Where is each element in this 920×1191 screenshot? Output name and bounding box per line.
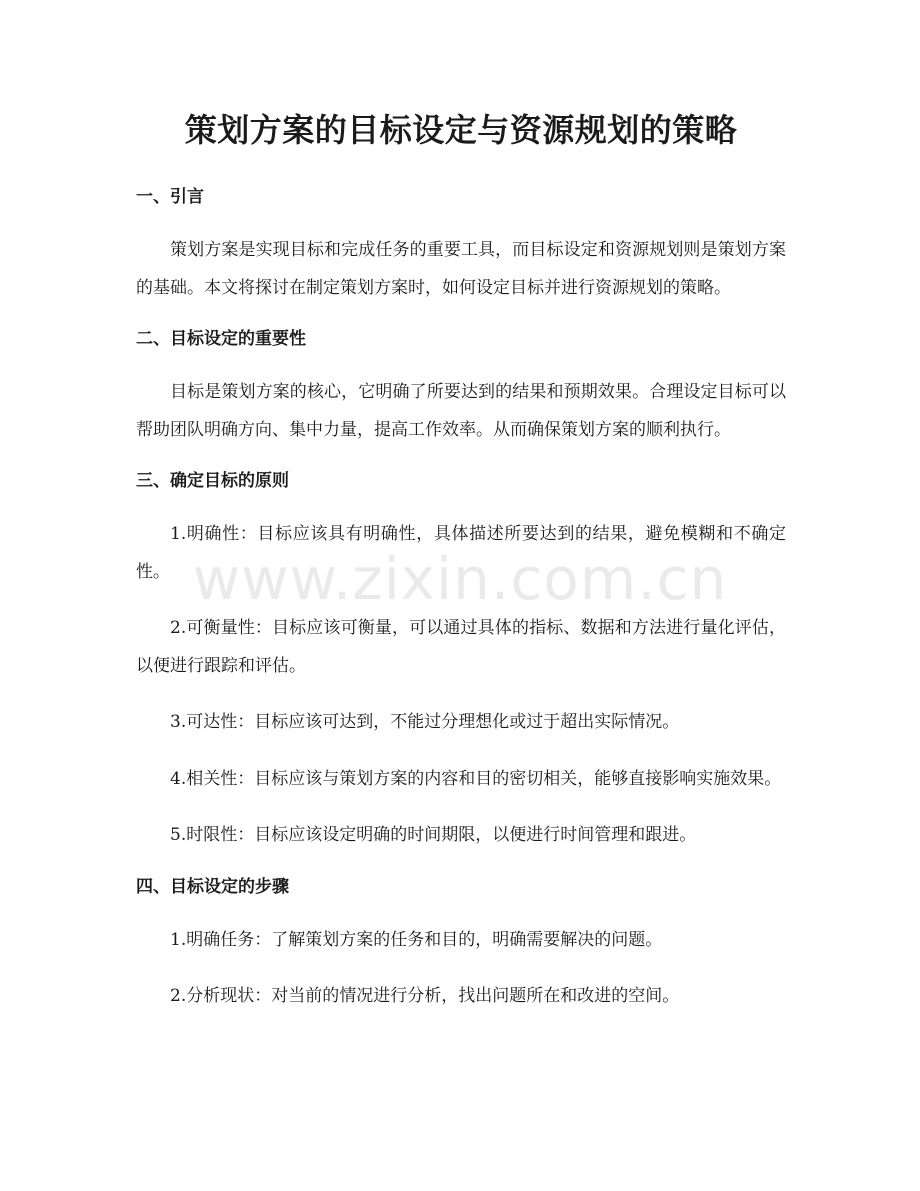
list-item: 1.明确性：目标应该具有明确性，具体描述所要达到的结果，避免模糊和不确定性。 xyxy=(136,524,786,582)
list-item: 4.相关性：目标应该与策划方案的内容和目的密切相关，能够直接影响实施效果。 xyxy=(170,768,782,789)
section-heading: 一、引言 xyxy=(136,187,204,207)
list-item: 1.明确任务：了解策划方案的任务和目的，明确需要解决的问题。 xyxy=(170,929,663,950)
section-goal-principles xyxy=(136,468,786,855)
section-introduction xyxy=(136,184,786,307)
list-item: 2.分析现状：对当前的情况进行分析，找出问题所在和改进的空间。 xyxy=(170,986,680,1006)
section-heading: 四、目标设定的步骤 xyxy=(136,876,289,897)
paragraph: 目标是策划方案的核心，它明确了所要达到的结果和预期效果。合理设定目标可以帮助团队明确方向、集中力量，提高工作效率。从而确保策划方案的顺利执行。 xyxy=(136,382,786,440)
paragraph: 策划方案是实现目标和完成任务的重要工具，而目标设定和资源规划则是策划方案的基础。本文将探讨在制定策划方案时，如何设定目标并进行资源规划的策略。 xyxy=(136,240,786,298)
document-title: 策划方案的目标设定与资源规划的策略 xyxy=(184,111,738,149)
list-item: 5.时限性：目标应该设定明确的时间期限，以便进行时间管理和跟进。 xyxy=(170,825,697,845)
list-item: 2.可衡量性：目标应该可衡量，可以通过具体的指标、数据和方法进行量化评估，以便进行跟踪和评估。 xyxy=(136,618,786,676)
section-goal-steps xyxy=(136,874,786,1016)
section-heading: 二、目标设定的重要性 xyxy=(136,329,306,349)
list-item: 3.可达性：目标应该可达到，不能过分理想化或过于超出实际情况。 xyxy=(170,712,680,732)
watermark: www.zixin.com.cn xyxy=(192,545,728,613)
section-goal-importance xyxy=(136,326,786,449)
section-heading: 三、确定目标的原则 xyxy=(136,471,289,491)
